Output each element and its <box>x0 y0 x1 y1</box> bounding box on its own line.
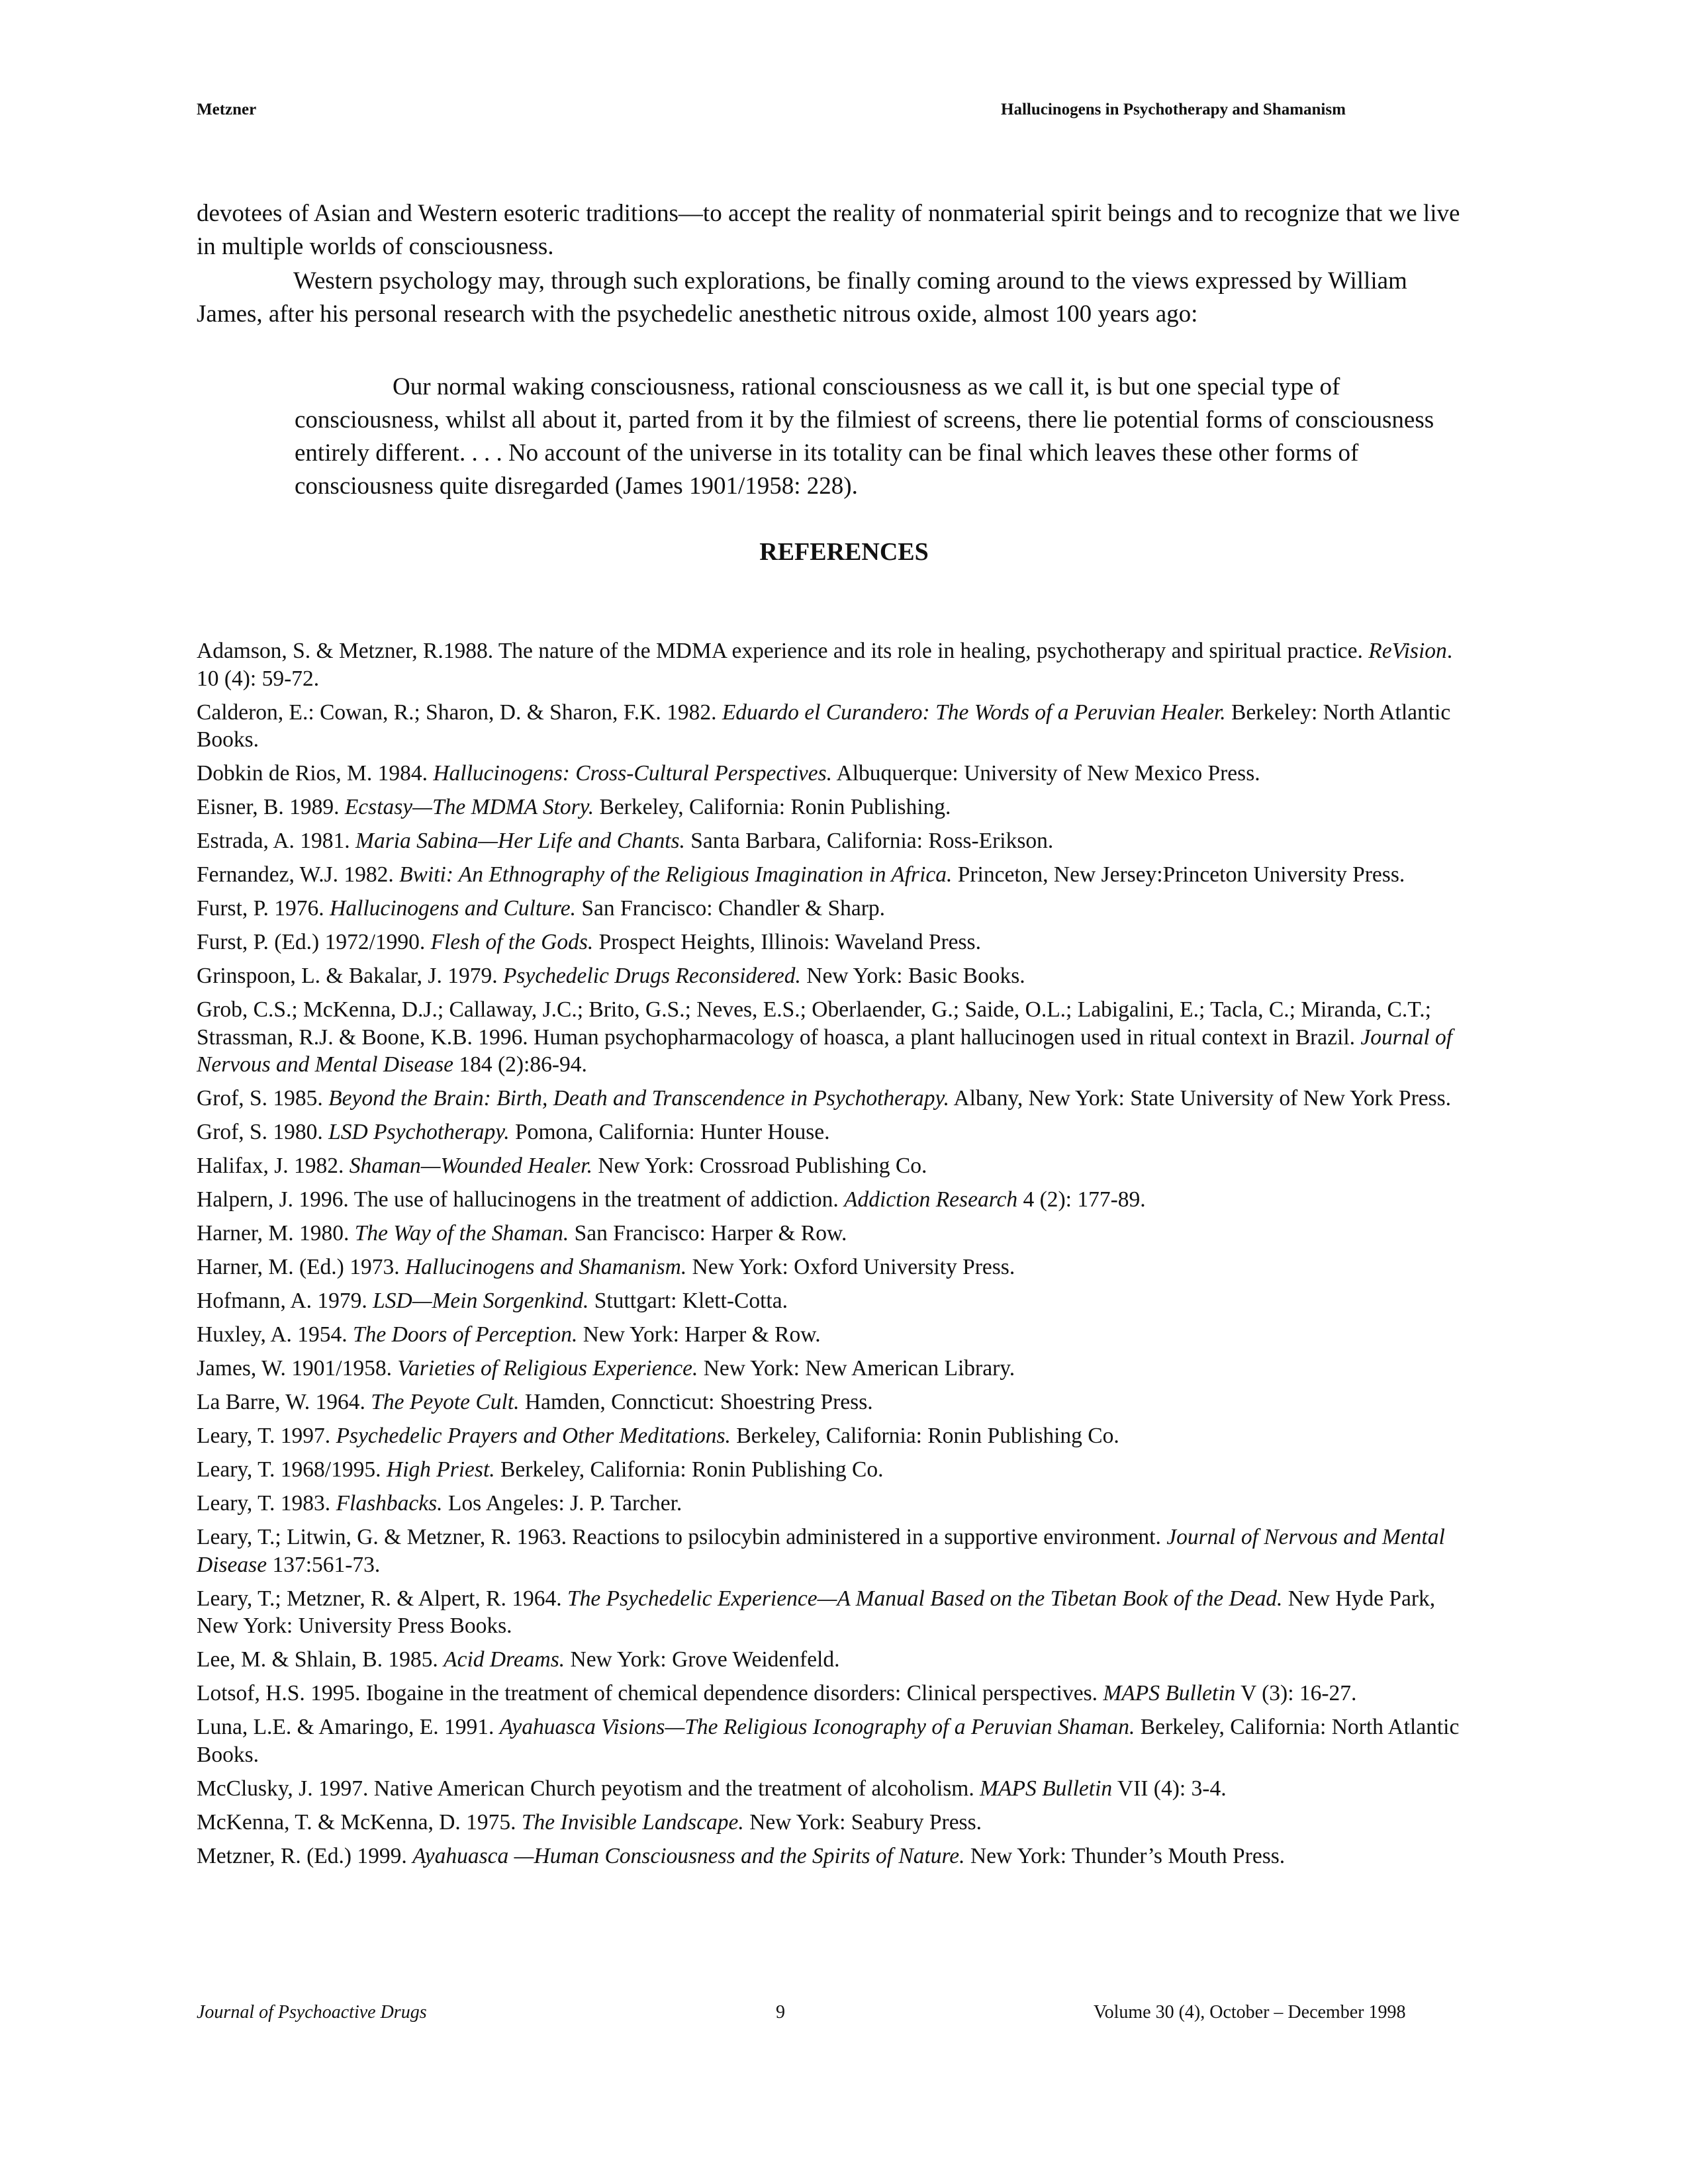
reference-title: Bwiti: An Ethnography of the Religious Imagination in Africa. <box>399 862 953 887</box>
reference-title: LSD—Mein Sorgenkind. <box>373 1289 589 1313</box>
reference-title: Addiction Research <box>844 1187 1018 1212</box>
reference-text: 4 (2): 177-89. <box>1017 1187 1146 1212</box>
reference-entry <box>197 962 1471 990</box>
reference-title: Acid Dreams. <box>444 1647 565 1672</box>
reference-text: Harner, M. (Ed.) 1973. <box>197 1255 405 1279</box>
running-header-title: Hallucinogens in Psychotherapy and Shamanism <box>1001 101 1346 118</box>
reference-title: Eduardo el Curandero: The Words of a Peruvian Healer. <box>722 700 1226 725</box>
reference-text: New York: Thunder’s Mouth Press. <box>964 1843 1286 1868</box>
reference-title: MAPS Bulletin <box>1103 1681 1236 1706</box>
reference-title: ReVision <box>1368 639 1447 663</box>
reference-entry <box>197 1422 1471 1450</box>
reference-text: New York: Oxford University Press. <box>686 1255 1015 1279</box>
reference-text: V (3): 16-27. <box>1235 1681 1357 1706</box>
reference-text: Furst, P. (Ed.) 1972/1990. <box>197 930 431 954</box>
reference-title: The Peyote Cult. <box>371 1390 520 1414</box>
reference-text: Dobkin de Rios, M. 1984. <box>197 761 434 786</box>
reference-text: Halpern, J. 1996. The use of hallucinogens in the treatment of addiction. <box>197 1187 845 1212</box>
reference-entry <box>197 827 1471 855</box>
reference-title: Journal of Nervous and Mental Disease <box>197 1024 1453 1077</box>
reference-entry <box>197 1713 1471 1768</box>
reference-text: New York: Basic Books. <box>800 964 1025 988</box>
reference-text: Adamson, S. & Metzner, R.1988. The nature of the MDMA experience and its role in healing, psychotherapy and spiritual practice. <box>197 639 1369 663</box>
reference-text: Princeton, New Jersey:Princeton University Press. <box>952 862 1405 887</box>
reference-text: New York: Crossroad Publishing Co. <box>592 1154 927 1178</box>
reference-text: Hofmann, A. 1979. <box>197 1289 373 1313</box>
reference-title: Flashbacks. <box>336 1491 443 1516</box>
body-paragraph: devotees of Asian and Western esoteric traditions—to accept the reality of nonmaterial spirit beings and to recognize that we live in multiple worlds of consciousness. <box>197 200 1460 260</box>
reference-entry <box>197 1809 1471 1837</box>
reference-title: Psychedelic Prayers and Other Meditations. <box>336 1424 731 1448</box>
reference-title: Shaman—Wounded Healer. <box>349 1154 592 1178</box>
reference-entry <box>197 1152 1471 1180</box>
reference-text: Grinspoon, L. & Bakalar, J. 1979. <box>197 964 503 988</box>
reference-title: Hallucinogens and Shamanism. <box>404 1255 687 1279</box>
reference-title: Ecstasy—The MDMA Story. <box>344 795 594 819</box>
reference-text: Berkeley, California: Ronin Publishing. <box>594 795 951 819</box>
reference-entry <box>197 1490 1471 1518</box>
reference-text: Lee, M. & Shlain, B. 1985. <box>197 1647 444 1672</box>
reference-text: La Barre, W. 1964. <box>197 1390 371 1414</box>
reference-text: Berkeley, California: Ronin Publishing Co. <box>730 1424 1119 1448</box>
reference-title: The Way of the Shaman. <box>354 1221 569 1246</box>
reference-text: Leary, T. 1983. <box>197 1491 336 1516</box>
reference-title: Ayahuasca Visions—The Religious Iconography of a Peruvian Shaman. <box>499 1715 1135 1739</box>
reference-text: Berkeley, California: Ronin Publishing Co. <box>494 1457 884 1482</box>
reference-title: Ayahuasca —Human Consciousness and the Spirits of Nature. <box>412 1843 965 1868</box>
reference-text: Albany, New York: State University of New York Press. <box>949 1086 1452 1111</box>
reference-entry <box>197 1085 1471 1113</box>
references-list <box>197 637 1471 1876</box>
reference-text: Luna, L.E. & Amaringo, E. 1991. <box>197 1715 500 1739</box>
reference-entry <box>197 1186 1471 1214</box>
reference-entry <box>197 1680 1471 1707</box>
reference-entry <box>197 929 1471 956</box>
reference-text: . 10 (4): 59-72. <box>197 639 1453 691</box>
reference-entry <box>197 1524 1471 1578</box>
reference-text: New York: Grove Weidenfeld. <box>565 1647 840 1672</box>
reference-text: 137:561-73. <box>267 1552 381 1577</box>
reference-text: Leary, T. 1997. <box>197 1424 336 1448</box>
reference-text: Halifax, J. 1982. <box>197 1154 350 1178</box>
reference-title: MAPS Bulletin <box>980 1776 1113 1801</box>
reference-entry <box>197 1456 1471 1484</box>
reference-entry <box>197 1843 1471 1870</box>
reference-text: Albuquerque: University of New Mexico Press. <box>831 761 1260 786</box>
reference-entry <box>197 1646 1471 1674</box>
reference-text: James, W. 1901/1958. <box>197 1356 398 1381</box>
reference-text: Leary, T.; Metzner, R. & Alpert, R. 1964. <box>197 1586 567 1611</box>
reference-text: Huxley, A. 1954. <box>197 1322 353 1347</box>
reference-text: Hamden, Conncticut: Shoestring Press. <box>519 1390 873 1414</box>
reference-entry <box>197 637 1471 692</box>
reference-title: Hallucinogens and Culture. <box>330 896 576 921</box>
reference-title: Varieties of Religious Experience. <box>397 1356 698 1381</box>
reference-title: Flesh of the Gods. <box>430 930 594 954</box>
reference-title: High Priest. <box>386 1457 495 1482</box>
reference-title: The Psychedelic Experience—A Manual Based on the Tibetan Book of the Dead. <box>567 1586 1283 1611</box>
reference-title: The Invisible Landscape. <box>521 1809 744 1835</box>
reference-text: McClusky, J. 1997. Native American Church peyotism and the treatment of alcoholism. <box>197 1776 980 1801</box>
reference-text: 184 (2):86-94. <box>453 1052 587 1077</box>
reference-entry <box>197 1253 1471 1281</box>
reference-entry <box>197 794 1471 821</box>
reference-entry <box>197 1287 1471 1315</box>
reference-entry <box>197 1220 1471 1248</box>
reference-text: Berkeley: North Atlantic Books. <box>197 700 1451 752</box>
footer-volume-info: Volume 30 (4), October – December 1998 <box>1094 2002 1406 2023</box>
reference-text: Estrada, A. 1981. <box>197 829 356 853</box>
reference-entry <box>197 760 1471 788</box>
reference-text: Grof, S. 1985. <box>197 1086 329 1111</box>
reference-title: Psychedelic Drugs Reconsidered. <box>502 964 801 988</box>
reference-title: Journal of Nervous and Mental Disease <box>197 1525 1445 1577</box>
reference-text: Lotsof, H.S. 1995. Ibogaine in the treatment of chemical dependence disorders: Clinical perspectives. <box>197 1681 1103 1706</box>
reference-text: Santa Barbara, California: Ross-Erikson. <box>684 829 1054 853</box>
reference-text: Eisner, B. 1989. <box>197 795 345 819</box>
reference-text: Leary, T.; Litwin, G. & Metzner, R. 1963. Reactions to psilocybin administered in a supportive environment. <box>197 1525 1167 1549</box>
reference-text: San Francisco: Chandler & Sharp. <box>575 896 886 921</box>
reference-entry <box>197 996 1471 1079</box>
reference-text: McKenna, T. & McKenna, D. 1975. <box>197 1809 522 1835</box>
reference-text: Leary, T. 1968/1995. <box>197 1457 387 1482</box>
reference-title: Maria Sabina—Her Life and Chants. <box>355 829 685 853</box>
body-paragraph: Western psychology may, through such explorations, be finally coming around to the views expressed by William James, after his personal research with the psychedelic anesthetic nitrous oxide, almost 100 years ago: <box>197 267 1407 328</box>
reference-text: New York: New American Library. <box>698 1356 1015 1381</box>
reference-entry <box>197 1118 1471 1146</box>
reference-text: Pomona, California: Hunter House. <box>509 1120 830 1144</box>
reference-entry <box>197 895 1471 923</box>
reference-text: Berkeley, California: North Atlantic Books. <box>197 1715 1460 1767</box>
reference-text: New York: Seabury Press. <box>743 1809 982 1835</box>
reference-text: New Hyde Park, New York: University Press Books. <box>197 1586 1436 1638</box>
reference-text: New York: Harper & Row. <box>577 1322 821 1347</box>
reference-text: Grob, C.S.; McKenna, D.J.; Callaway, J.C.; Brito, G.S.; Neves, E.S.; Oberlaender, G.; Saide, O.L.; Labigalini, E.; Tacla, C.; Miranda, C.T.; Strassman, R.J. & Boone, K.B. 1996. Human psychopharmacology of hoasca, a plant hallucinogen used in ritual context in Brazil. <box>197 997 1431 1050</box>
reference-text: Los Angeles: J. P. Tarcher. <box>442 1491 682 1516</box>
reference-text: VII (4): 3-4. <box>1112 1776 1227 1801</box>
reference-entry <box>197 1355 1471 1383</box>
reference-text: Calderon, E.: Cowan, R.; Sharon, D. & Sharon, F.K. 1982. <box>197 700 722 725</box>
running-header-author: Metzner <box>197 101 257 118</box>
reference-title: The Doors of Perception. <box>353 1322 578 1347</box>
reference-entry <box>197 1585 1471 1640</box>
reference-text: Stuttgart: Klett-Cotta. <box>588 1289 788 1313</box>
footer-journal-name: Journal of Psychoactive Drugs <box>197 2002 427 2023</box>
reference-entry <box>197 1775 1471 1803</box>
reference-entry <box>197 699 1471 754</box>
reference-entry <box>197 1321 1471 1349</box>
reference-text: Furst, P. 1976. <box>197 896 330 921</box>
reference-text: Grof, S. 1980. <box>197 1120 329 1144</box>
references-heading: REFERENCES <box>759 538 929 566</box>
reference-title: Beyond the Brain: Birth, Death and Transcendence in Psychotherapy. <box>328 1086 949 1111</box>
reference-title: Hallucinogens: Cross-Cultural Perspectives. <box>433 761 832 786</box>
block-quote: Our normal waking consciousness, rational consciousness as we call it, is but one special type of consciousness, whilst all about it, parted from it by the filmiest of screens, there lie potential forms of consciousness entirely different. . . . No account of the universe in its totality can be final which leaves these other forms of consciousness quite disregarded (James 1901/1958: 228). <box>295 373 1434 500</box>
reference-text: Fernandez, W.J. 1982. <box>197 862 400 887</box>
reference-text: Metzner, R. (Ed.) 1999. <box>197 1843 413 1868</box>
reference-entry <box>197 861 1471 889</box>
reference-text: San Francisco: Harper & Row. <box>569 1221 847 1246</box>
page-number: 9 <box>776 2002 785 2023</box>
reference-text: Prospect Heights, Illinois: Waveland Press. <box>593 930 981 954</box>
reference-entry <box>197 1388 1471 1416</box>
reference-title: LSD Psychotherapy. <box>328 1120 510 1144</box>
reference-text: Harner, M. 1980. <box>197 1221 355 1246</box>
